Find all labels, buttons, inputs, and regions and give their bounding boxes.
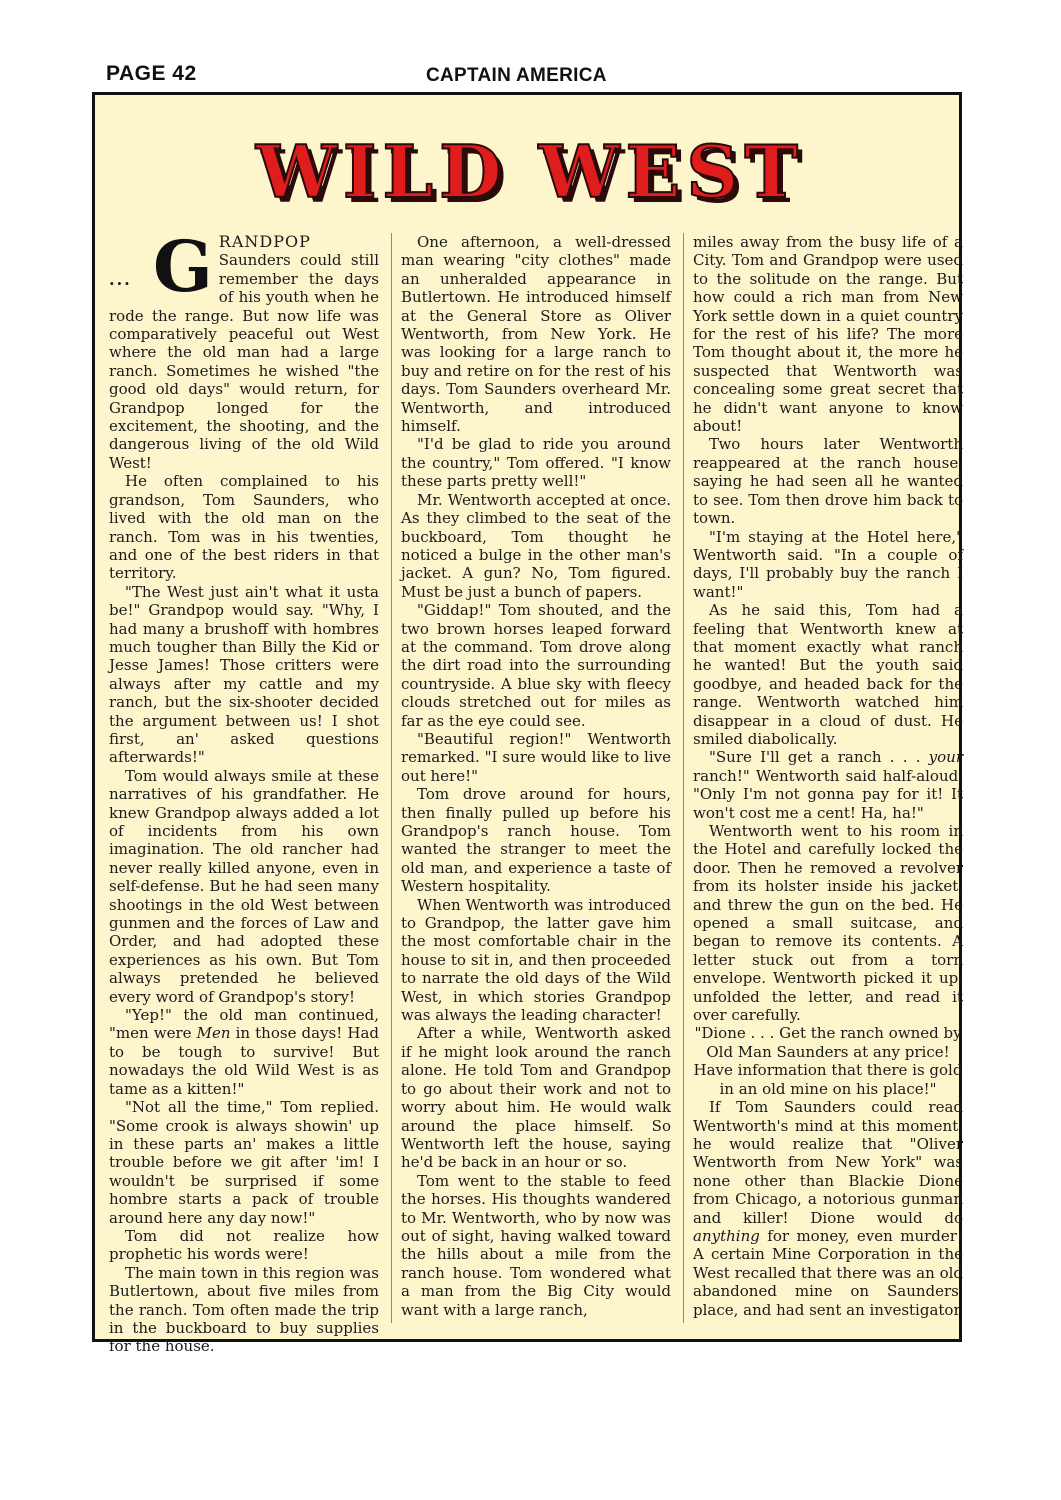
paragraph: "I'd be glad to ride you around the country," Tom offered. "I know these parts pretty well!" — [401, 435, 671, 491]
paragraph: "Beautiful region!" Wentworth remarked. "I sure would like to live out here!" — [401, 729, 671, 785]
column-divider — [391, 233, 392, 1323]
paragraph: "I'm staying at the Hotel here," Wentworth said. "In a couple of days, I'll probably buy the ranch I want!" — [693, 527, 963, 601]
paragraph: "Sure I'll get a ranch . . . your ranch!" Wentworth said half-aloud. "Only I'm not gonna pay for it! It won't cost me a cent! Ha, ha!" — [693, 748, 963, 822]
paragraph: The main town in this region was Butlertown, about five miles from the ranch. Tom often made the trip in the buckboard to buy supplies for the house. — [109, 1263, 379, 1356]
paragraph: Tom did not realize how prophetic his words were! — [109, 1226, 379, 1264]
story-title: WILD WEST — [256, 129, 804, 214]
opening-paragraph — [109, 225, 379, 472]
letter-quote: "Dione . . . Get the ranch owned by Old Man Saunders at any price! Have information that there is gold in an old mine on his place!" — [693, 1024, 963, 1098]
column-1 — [109, 225, 379, 1356]
page-header — [106, 62, 976, 88]
paragraph: miles away from the busy life of a City. Tom and Grandpop were used to the solitude on the range. But how could a rich man from New York settle down in a quiet country for the rest of his life? The more Tom thought about it, the more he suspected that Wentworth was concealing some great secret that he didn't want anyone to know about! — [693, 233, 963, 436]
paragraph: As he said this, Tom had a feeling that Wentworth knew at that moment exactly what ranch he wanted! But the youth said goodbye, and headed back for the range. Wentworth watched him disappear in a cloud of dust. He smiled diabolically. — [693, 601, 963, 748]
magazine-title: CAPTAIN AMERICA — [426, 65, 607, 86]
drop-cap: G — [153, 225, 213, 308]
page-number: PAGE 42 — [106, 62, 197, 85]
column-3 — [693, 233, 963, 1319]
paragraph: "Yep!" the old man continued, "men were Men in those days! Had to be tough to survive! But nowadays the old Wild West is as tame as a kitten!" — [109, 1006, 379, 1098]
lead-dots: ... — [109, 270, 132, 289]
paragraph: If Tom Saunders could read Wentworth's mind at this moment, he would realize that "Oliver Wentworth from New York" was none other than Blackie Dione from Chicago, a notorious gunman and killer! Dione would do anything for money, even murder! A certain Mine Corporation in the West recalled that there was an old abandoned mine on Saunders' place, and had sent an investigator — [693, 1098, 963, 1319]
paragraph: After a while, Wentworth asked if he might look around the ranch alone. He told Tom and Grandpop to go about their work and not to worry about him. He would walk around the place himself. So Wentworth left the house, saying he'd be back in an hour or so. — [401, 1024, 671, 1172]
column-divider — [683, 233, 684, 1323]
column-2 — [401, 233, 671, 1319]
paragraph: Wentworth went to his room in the Hotel and carefully locked the door. Then he removed a revolver from its holster inside his jacket, and threw the gun on the bed. He opened a small suitcase, and began to remove its contents. A letter stuck out from a torn envelope. Wentworth picked it up, unfolded the letter, and read it over carefully. — [693, 822, 963, 1025]
paragraph: Tom drove around for hours, then finally pulled up before his Grandpop's ranch house. Tom wanted the stranger to meet the old man, and experience a taste of Western hospitality. — [401, 785, 671, 896]
paragraph: He often complained to his grandson, Tom Saunders, who lived with the old man on the ranch. Tom was in his twenties, and one of the best riders in that territory. — [109, 472, 379, 583]
paragraph: "The West just ain't what it usta be!" Grandpop would say. "Why, I had many a brushoff with hombres much tougher than Billy the Kid or Jesse James! Those critters were always after my cattle and my ranch, but the six-shooter decided the argument between us! I shot first, an' asked questions afterwards!" — [109, 582, 379, 767]
paragraph: "Not all the time," Tom replied. "Some crook is always showin' up in these parts an' makes a little trouble before we git after 'im! I wouldn't be surprised if some hombre starts a pack of trouble around here any day now!" — [109, 1098, 379, 1227]
paragraph: Tom would always smile at these narratives of his grandfather. He knew Grandpop always added a lot of incidents from his own imagination. The old rancher had never really killed anyone, even in self-defense. But he had seen many shootings in the old West between gunmen and the forces of Law and Order, and had adopted these experiences as his own. But Tom always pretended he believed every word of Grandpop's story! — [109, 766, 379, 1006]
story-panel — [92, 92, 963, 1356]
lead-caps: RANDPOP — [218, 232, 311, 251]
paragraph: Tom went to the stable to feed the horses. His thoughts wandered to Mr. Wentworth, who by now was out of sight, having walked toward the hills about a mile from the ranch house. Tom wondered what a man from the Big City would want with a large ranch, — [401, 1171, 671, 1319]
paragraph: One afternoon, a well-dressed man wearing "city clothes" made an unheralded appearance in Butlertown. He introduced himself at the General Store as Oliver Wentworth, from New York. He was looking for a large ranch to buy and retire on for the rest of his days. Tom Saunders overheard Mr. Wentworth, and introduced himself. — [401, 233, 671, 436]
paragraph: Two hours later Wentworth reappeared at the ranch house, saying he had seen all he wanted to see. Tom then drove him back to town. — [693, 435, 963, 528]
paragraph: "Giddap!" Tom shouted, and the two brown horses leaped forward at the command. Tom drove along the dirt road into the surrounding countryside. A blue sky with fleecy clouds stretched out for miles as far as the eye could see. — [401, 601, 671, 730]
paragraph: Mr. Wentworth accepted at once. As they climbed to the seat of the buckboard, Tom thought he noticed a bulge in the other man's jacket. A gun? No, Tom figured. Must be just a bunch of papers. — [401, 490, 671, 601]
paragraph-text: Saunders could still remember the days of his youth when he rode the range. But now life was comparatively peaceful out West where the old man had a large ranch. Sometimes he wished "the good old days" would return, for Grandpop longed for the excitement, the shooting, and the dangerous living of the old Wild West! — [109, 251, 379, 472]
paragraph: When Wentworth was introduced to Grandpop, the latter gave him the most comfortable chair in the house to sit in, and then proceeded to narrate the old days of the Wild West, in which stories Grandpop was always the leading character! — [401, 895, 671, 1025]
